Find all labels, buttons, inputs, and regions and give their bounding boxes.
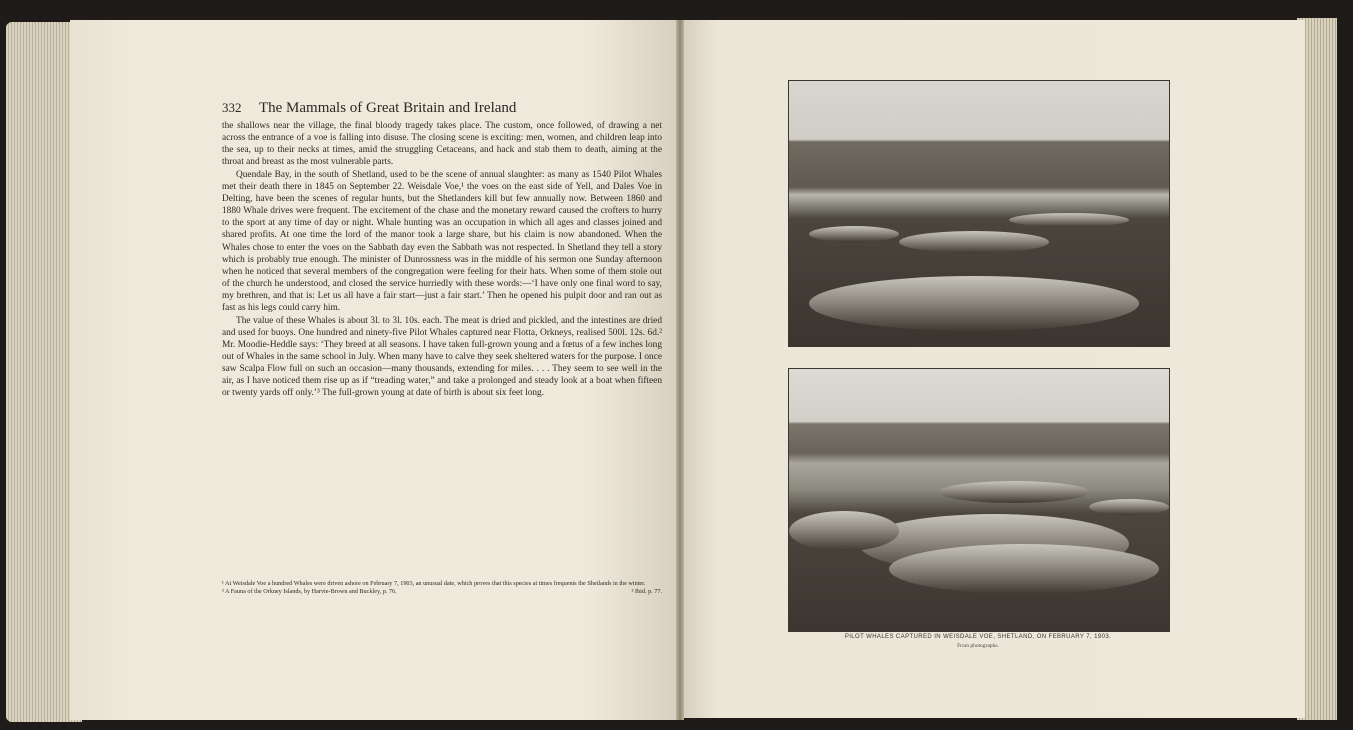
paragraph-2: Quendale Bay, in the south of Shetland, used to be the scene of annual slaughter: as many as 1540 Pilot Whales met their death there in 1845 on September 22. Weisdale Voe,¹ the voes on the east side of Yell, and Dales Voe in Delting, have been the scenes of regular hunts, but the Shetlanders kill but few annually now. Between 1860 and 1880 Whale drives were frequent. The excitement of the chase and the monetary reward caused the crofters to hurry to the sport at any time of day or night. Whale hunting was an occupation in which all ages and classes joined and shared profits. At one time the lord of the manor took a large share, but his claim is now abandoned. When the Whales chose to enter the voes on the Sabbath day even the Sabbath was not respected. In Shetland they tell a story which is probably true enough. The minister of Dunrossness was in the middle of his sermon one Sunday afternoon when he noticed that several members of the congregation were feeling for their hats. When some of them stole out of the church he understood, and closed the service hurriedly with these words:—‘I have only one final word to say, my brethren, and that is: Let us all have a fair start—just a fair start.’ Then he opened his pulpit door and ran out as fast as his legs could carry him. <box>222 169 662 314</box>
large-whale-shape <box>809 276 1139 331</box>
page-number: 332 <box>222 100 242 115</box>
book-gutter <box>676 20 684 720</box>
paragraph-3: The value of these Whales is about 3l. to 3l. 10s. each. The meat is dried and pickled, and the intestines are dried and used for buoys. One hundred and ninety-five Pilot Whales captured near Flotta, Orkneys, realised 500l. 12s. 6d.² Mr. Moodie-Heddle says: ‘They breed at all seasons. I have taken full-grown young and a fœtus of a few inches long out of Whales in the same school in July. When many have to calve they seek sheltered waters for the purpose. I once saw Scalpa Flow full on such an occasion—many thousands, extending for miles. . . . They seem to see well in the air, as I have noticed them rise up as if “treading water,” and take a prolonged and steady look at a boat when fifteen or twenty yards off only.’³ The full-grown young at date of birth is about six feet long. <box>222 315 662 399</box>
whale-shape <box>889 544 1159 594</box>
footnote-1: ¹ At Weisdale Voe a hundred Whales were driven ashore on February 7, 1903, an unusual date, which proves that this species at times frequents the Shetlands in the winter. <box>222 580 646 587</box>
running-title: The Mammals of Great Britain and Ireland <box>258 100 517 116</box>
paragraph-1: the shallows near the village, the final bloody tragedy takes place. The custom, once followed, of drawing a net across the entrance of a voe is falling into disuse. The closing scene is exciting: men, women, and children leap into the sea, up to their necks at times, amid the struggling Cetaceans, and hack and stab them to death, aiming at the throat and breast as the most vulnerable parts. <box>222 121 662 168</box>
whale-shape <box>1089 499 1169 515</box>
footnote-2: ² A Fauna of the Orkney Islands, by Harvie-Brown and Buckley, p. 76. <box>222 588 397 596</box>
photo-credit: From photographs. <box>957 643 999 649</box>
body-text <box>222 120 662 400</box>
footnotes <box>222 580 662 596</box>
whale-shape <box>809 226 899 242</box>
photo-caption: PILOT WHALES CAPTURED IN WEISDALE VOE, SHETLAND, ON FEBRUARY 7, 1903. <box>844 634 1112 640</box>
footnote-3: ³ Ibid. p. 77. <box>631 588 662 596</box>
running-header <box>222 100 516 117</box>
photo-whales-with-men <box>788 80 1170 347</box>
photo-whales-on-shore <box>788 368 1170 632</box>
whale-shape <box>1009 213 1129 227</box>
whale-shape <box>939 481 1089 503</box>
whale-shape <box>899 231 1049 253</box>
whale-shape <box>789 511 899 551</box>
